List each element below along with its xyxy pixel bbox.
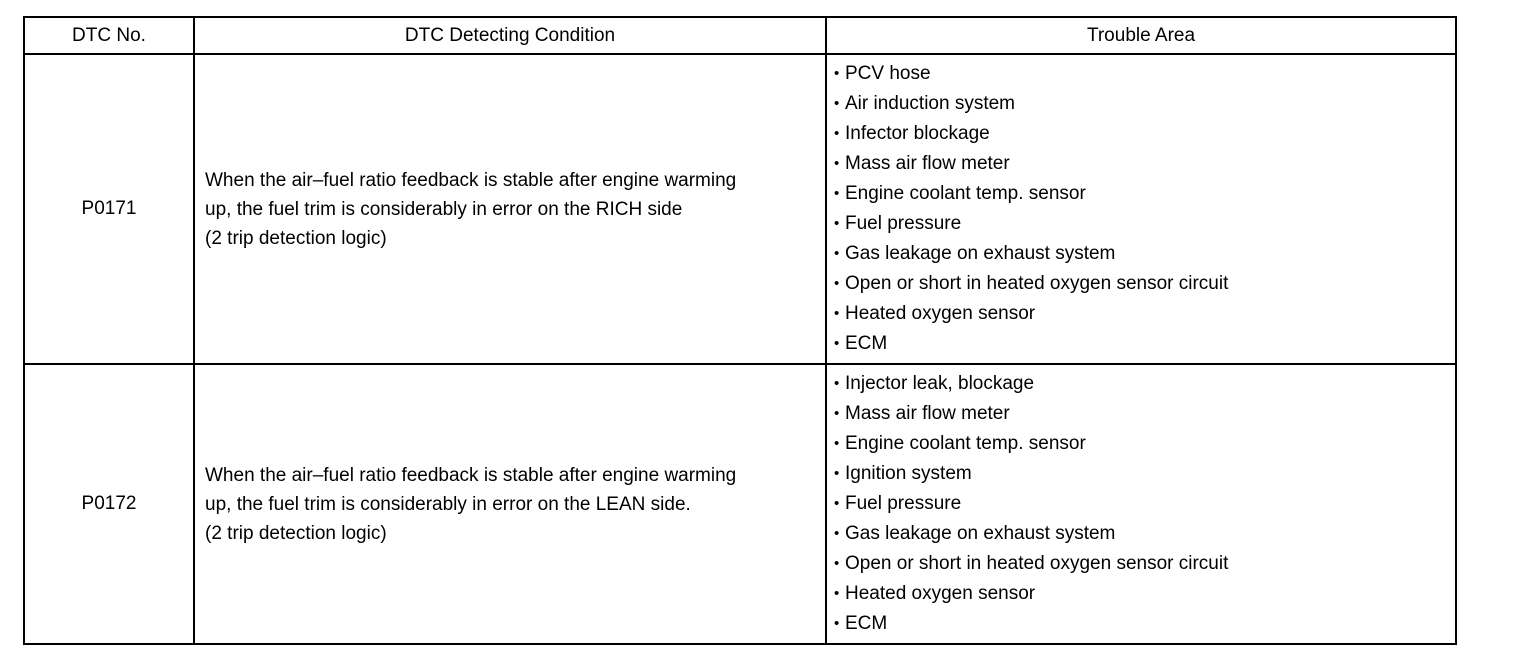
header-dtc-no: DTC No. (24, 17, 194, 54)
condition-line: When the air–fuel ratio feedback is stable after engine warming (205, 464, 737, 486)
trouble-area-item: Engine coolant temp. sensor (845, 433, 1086, 454)
trouble-area-item: Mass air flow meter (845, 153, 1010, 174)
list-item (834, 119, 1455, 149)
dtc-table (23, 16, 1457, 645)
bullet-icon: • (834, 555, 840, 572)
table-body (24, 54, 1456, 644)
bullet-icon: • (834, 585, 840, 602)
detecting-condition (194, 364, 826, 644)
list-item (834, 149, 1455, 179)
detecting-condition (194, 54, 826, 364)
list-item (834, 609, 1455, 639)
trouble-area-item: Open or short in heated oxygen sensor circuit (845, 553, 1229, 574)
bullet-icon: • (834, 245, 840, 262)
trouble-area-item: Mass air flow meter (845, 403, 1010, 424)
list-item (834, 59, 1455, 89)
trouble-area-item: Injector leak, blockage (845, 373, 1035, 394)
bullet-icon: • (834, 465, 840, 482)
list-item (834, 369, 1455, 399)
bullet-icon: • (834, 375, 840, 392)
list-item (834, 429, 1455, 459)
trouble-area-item: ECM (845, 333, 888, 354)
table-row (24, 364, 1456, 644)
bullet-icon: • (834, 305, 840, 322)
bullet-icon: • (834, 95, 840, 112)
condition-line: up, the fuel trim is considerably in error on the RICH side (205, 198, 683, 220)
trouble-area-cell (826, 54, 1456, 364)
bullet-icon: • (834, 185, 840, 202)
list-item (834, 299, 1455, 329)
list-item (834, 579, 1455, 609)
header-trouble-area: Trouble Area (826, 17, 1456, 54)
trouble-area-item: Open or short in heated oxygen sensor circuit (845, 273, 1229, 294)
trouble-area-item: Engine coolant temp. sensor (845, 183, 1086, 204)
trouble-area-item: Gas leakage on exhaust system (845, 243, 1116, 264)
list-item (834, 209, 1455, 239)
header-condition: DTC Detecting Condition (194, 17, 826, 54)
list-item (834, 89, 1455, 119)
trouble-area-item: Gas leakage on exhaust system (845, 523, 1116, 544)
list-item (834, 179, 1455, 209)
list-item (834, 399, 1455, 429)
bullet-icon: • (834, 615, 840, 632)
list-item (834, 489, 1455, 519)
bullet-icon: • (834, 125, 840, 142)
list-item (834, 269, 1455, 299)
trouble-area-item: PCV hose (845, 63, 931, 84)
trouble-area-item: Air induction system (845, 93, 1016, 114)
bullet-icon: • (834, 405, 840, 422)
bullet-icon: • (834, 435, 840, 452)
trouble-area-item: ECM (845, 613, 888, 634)
trouble-area-item: Ignition system (845, 463, 972, 484)
bullet-icon: • (834, 335, 840, 352)
bullet-icon: • (834, 155, 840, 172)
trouble-area-list (834, 369, 1455, 639)
trouble-area-item: Infector blockage (845, 123, 990, 144)
condition-line: When the air–fuel ratio feedback is stable after engine warming (205, 169, 737, 191)
condition-line: (2 trip detection logic) (205, 522, 387, 544)
list-item (834, 239, 1455, 269)
trouble-area-cell (826, 364, 1456, 644)
trouble-area-item: Heated oxygen sensor (845, 303, 1036, 324)
bullet-icon: • (834, 525, 840, 542)
dtc-code: P0172 (24, 364, 194, 644)
list-item (834, 459, 1455, 489)
list-item (834, 519, 1455, 549)
table-header (24, 17, 1456, 54)
bullet-icon: • (834, 65, 840, 82)
header-row (24, 17, 1456, 54)
trouble-area-list (834, 59, 1455, 359)
bullet-icon: • (834, 215, 840, 232)
bullet-icon: • (834, 495, 840, 512)
list-item (834, 549, 1455, 579)
trouble-area-item: Fuel pressure (845, 493, 962, 514)
condition-line: (2 trip detection logic) (205, 227, 387, 249)
table-row (24, 54, 1456, 364)
bullet-icon: • (834, 275, 840, 292)
trouble-area-item: Heated oxygen sensor (845, 583, 1036, 604)
condition-line: up, the fuel trim is considerably in error on the LEAN side. (205, 493, 691, 515)
dtc-code: P0171 (24, 54, 194, 364)
list-item (834, 329, 1455, 359)
trouble-area-item: Fuel pressure (845, 213, 962, 234)
